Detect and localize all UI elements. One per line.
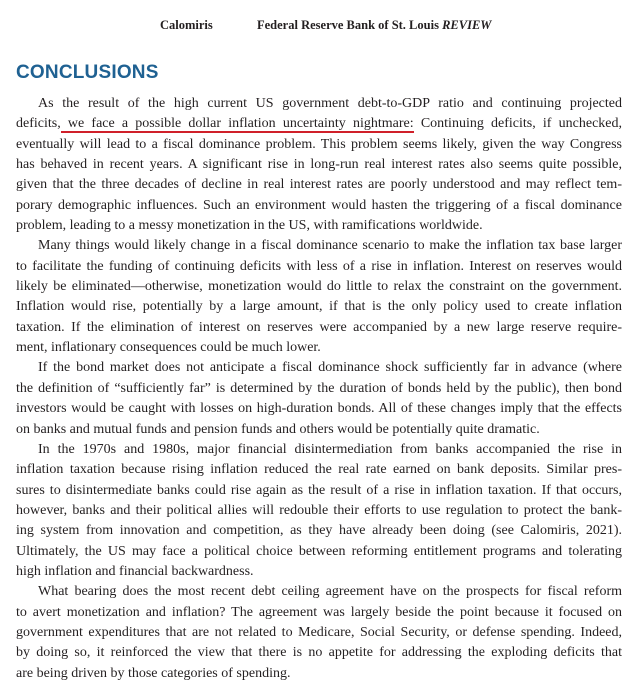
text-line: sures to disintermediate banks could rise again as the result of a rise in inflation taxation. If that occurs, bbox=[16, 482, 622, 498]
text-line: In the 1970s and 1980s, major financial disintermediation from banks accompanied the rise in bbox=[38, 441, 622, 457]
text-line: Inflation would rise, potentially by a large amount, if that is the only policy used to create inflation bbox=[16, 299, 622, 315]
text-line: likely be eliminated—otherwise, monetization would do little to relax the constraint on the government. bbox=[16, 279, 622, 295]
running-header-author: Calomiris bbox=[160, 18, 213, 32]
text-line: Ultimately, the US may face a political choice between reforming entitlement programs and tolerating bbox=[16, 543, 622, 559]
text-line: however, banks and their political allies will redouble their efforts to use regulation to protect the bank- bbox=[16, 502, 622, 518]
text-line bbox=[16, 114, 622, 134]
journal-name: Federal Reserve Bank of St. Louis bbox=[257, 18, 439, 32]
text-line: are being driven by those categories of spending. bbox=[16, 665, 291, 681]
text-line: government expenditures that are not related to Medicare, Social Security, or defense spending. Indeed, bbox=[16, 624, 622, 640]
text-line: ment, inflationary consequences could be much lower. bbox=[16, 340, 321, 356]
text-line: high inflation and financial backwardness. bbox=[16, 563, 254, 579]
text-line: by doing so, it reinforced the view that there is no appetite for addressing the exploding deficits that bbox=[16, 645, 622, 661]
paragraph bbox=[16, 236, 622, 358]
paragraph bbox=[16, 440, 622, 582]
section-title: CONCLUSIONS bbox=[16, 62, 159, 83]
text-line: investors would be caught with losses on high-duration bonds. All of these changes imply that the effects bbox=[16, 401, 622, 417]
text-line: has behaved in recent years. A significant rise in long-run real interest rates also seems quite possible, bbox=[16, 157, 622, 173]
text-line: eventually will lead to a fiscal dominance problem. This problem seems likely, given the way Congress bbox=[16, 136, 622, 152]
highlighted-phrase: we face a possible dollar inflation uncertainty nightmare: bbox=[60, 116, 414, 132]
text-line: As the result of the high current US government debt-to-GDP ratio and continuing projected bbox=[38, 96, 622, 111]
paragraph bbox=[16, 94, 622, 236]
journal-name-italic: REVIEW bbox=[442, 18, 492, 32]
text-segment: deficits, bbox=[16, 116, 61, 132]
text-line: taxation. If the elimination of interest on reserves were accompanied by a new large reserve require- bbox=[16, 319, 622, 335]
text-line: porary demographic influences. Such an environment would hasten the triggering of a fiscal dominance bbox=[16, 197, 622, 213]
text-line: If the bond market does not anticipate a fiscal dominance shock sufficiently far in advance (where bbox=[38, 360, 622, 376]
text-line: inflation taxation because rising inflation reduced the real rate earned on bank deposits. Similar pres- bbox=[16, 462, 622, 478]
text-line: to avert monetization and inflation? The agreement was largely beside the point because it focused on bbox=[16, 604, 622, 620]
text-line: the definition of “sufficiently far” is determined by the duration of bonds held by the public), then bond bbox=[16, 380, 622, 396]
text-line: to facilitate the funding of continuing deficits with less of a rise in inflation. Interest on reserves would bbox=[16, 258, 622, 274]
running-header-journal bbox=[257, 18, 491, 33]
text-line: problem, leading to a messy monetization in the US, with ramifications worldwide. bbox=[16, 218, 483, 234]
document-body bbox=[16, 94, 622, 684]
text-line: Many things would likely change in a fiscal dominance scenario to make the inflation tax base larger bbox=[38, 238, 622, 254]
text-line: on banks and mutual funds and pension funds and others would be potentially quite dramatic. bbox=[16, 421, 540, 437]
paragraph bbox=[16, 582, 622, 684]
paragraph bbox=[16, 358, 622, 439]
text-line: What bearing does the most recent debt ceiling agreement have on the prospects for fiscal reform bbox=[38, 584, 622, 600]
text-line: given that the three decades of decline in real interest rates are poorly understood and may reflect tem- bbox=[16, 177, 622, 193]
text-line: ing system from innovation and competition, as they have already been doing (see Calomiris, 2021). bbox=[16, 523, 622, 539]
text-segment: Continuing deficits, if unchecked, bbox=[413, 116, 622, 132]
